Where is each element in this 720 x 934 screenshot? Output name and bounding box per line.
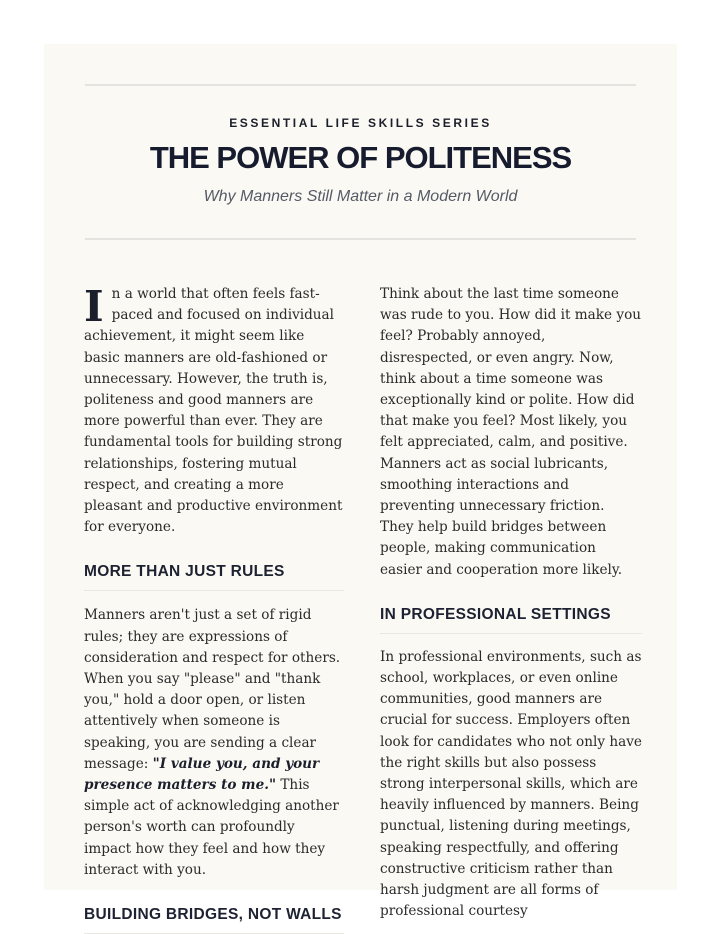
series-label: ESSENTIAL LIFE SKILLS SERIES [229, 116, 492, 130]
intro-text: n a world that often feels fast-paced and focused on individual achievement, it might seem like basic manners are old-fashioned or unnecessary. However, the truth is, politeness and good manners are more powerful than ever. They are fundamental tools for building strong relationships, fostering mutual respect, and creating a more pleasant and productive environment for everyone. [84, 286, 343, 536]
heading-professional-settings: IN PROFESSIONAL SETTINGS [380, 603, 642, 634]
intro-paragraph [84, 284, 344, 538]
page-title: THE POWER OF POLITENESS [149, 140, 572, 175]
bridges-paragraph: Think about the last time someone was rude to you. How did it make you feel? Probably annoyed, disrespected, or even angry. Now, think about a time someone was exceptionally kind or polite. How did that make you feel? Most likely, you felt appreciated, calm, and positive. Manners act as social lubricants, smoothing interactions and preventing unnecessary friction. They help build bridges between people, making communication easier and cooperation more likely. [380, 286, 642, 578]
rules-quote: "I value you, and your presence matters to me." [84, 755, 320, 794]
document-page [44, 44, 677, 924]
rules-text-end: This simple act of acknowledging another person's worth can profoundly impact how they feel and how they interact with you. [84, 777, 339, 878]
heading-more-than-rules: MORE THAN JUST RULES [84, 560, 344, 591]
right-column [380, 284, 642, 922]
page-subtitle: Why Manners Still Matter in a Modern World [203, 188, 518, 205]
rules-paragraph [84, 605, 344, 881]
heading-building-bridges: BUILDING BRIDGES, NOT WALLS [84, 903, 344, 934]
professional-paragraph: In professional environments, such as school, workplaces, or even online communities, good manners are crucial for success. Employers often look for candidates who not only have the right skills but also possess strong interpersonal skills, which are heavily influenced by manners. Being punctual, listening during meetings, speaking respectfully, and offering constructive criticism rather than harsh judgment are all forms of professional courtesy [380, 648, 642, 920]
left-column [84, 284, 344, 934]
top-divider [85, 84, 636, 86]
header-divider [85, 238, 636, 240]
rules-text: Manners aren't just a set of rigid rules; they are expressions of consideration and respect for others. When you say "please" and "thank you," hold a door open, or listen attentively when someone is speaking, you are sending a clear message: [84, 607, 341, 772]
drop-cap: I [84, 282, 104, 331]
